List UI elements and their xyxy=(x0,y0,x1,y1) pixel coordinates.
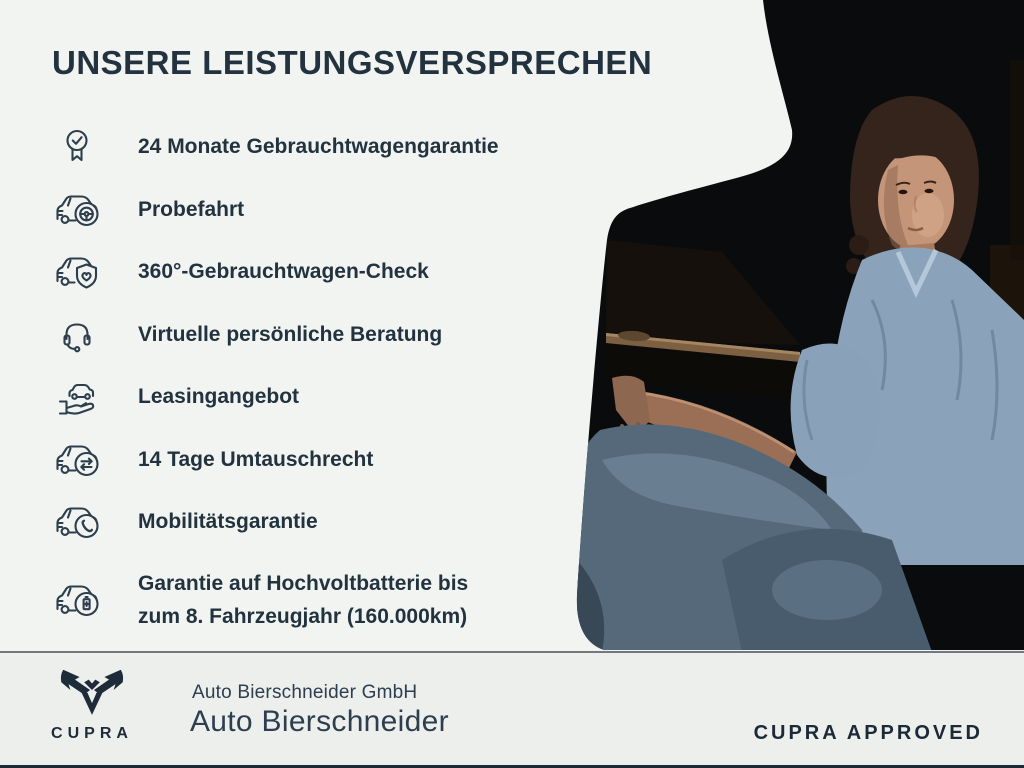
promise-label: Virtuelle persönliche Beratung xyxy=(138,323,443,346)
dealer-name-large: Auto Bierschneider xyxy=(190,705,449,738)
promise-item xyxy=(54,500,318,544)
promise-label: 360°-Gebrauchtwagen-Check xyxy=(138,260,429,283)
car-shield-heart-icon xyxy=(54,251,100,293)
promise-label xyxy=(138,567,468,633)
footer xyxy=(0,651,1024,765)
award-check-icon xyxy=(54,126,100,168)
promise-label-line1: Garantie auf Hochvoltbatterie bis xyxy=(138,572,469,595)
approved-label: CUPRA APPROVED xyxy=(753,722,983,744)
promise-item xyxy=(54,188,244,232)
car-steering-wheel-icon xyxy=(54,189,100,231)
car-battery-icon xyxy=(54,579,100,621)
promise-item xyxy=(54,438,373,482)
hand-car-icon xyxy=(54,376,100,418)
promise-item xyxy=(54,250,429,294)
promise-item xyxy=(54,313,442,357)
promise-label: Mobilitätsgarantie xyxy=(138,510,318,533)
promise-label: 14 Tage Umtauschrecht xyxy=(138,448,374,471)
promise-item xyxy=(54,375,299,419)
page-title: UNSERE LEISTUNGSVERSPRECHEN xyxy=(52,44,653,81)
promise-item xyxy=(54,125,499,169)
hero-image xyxy=(572,0,1024,652)
cupra-wordmark: CUPRA xyxy=(51,725,133,742)
promise-item xyxy=(54,565,468,635)
promise-label: Probefahrt xyxy=(138,198,245,221)
cupra-emblem-icon xyxy=(58,667,126,717)
car-phone-icon xyxy=(54,501,100,543)
promise-label: Leasingangebot xyxy=(138,385,300,408)
headset-icon xyxy=(54,314,100,356)
car-exchange-icon xyxy=(54,439,100,481)
promise-label: 24 Monate Gebrauchtwagengarantie xyxy=(138,135,499,158)
promise-label-line2: zum 8. Fahrzeugjahr (160.000km) xyxy=(138,605,468,628)
dealer-name-small: Auto Bierschneider GmbH xyxy=(192,682,418,703)
